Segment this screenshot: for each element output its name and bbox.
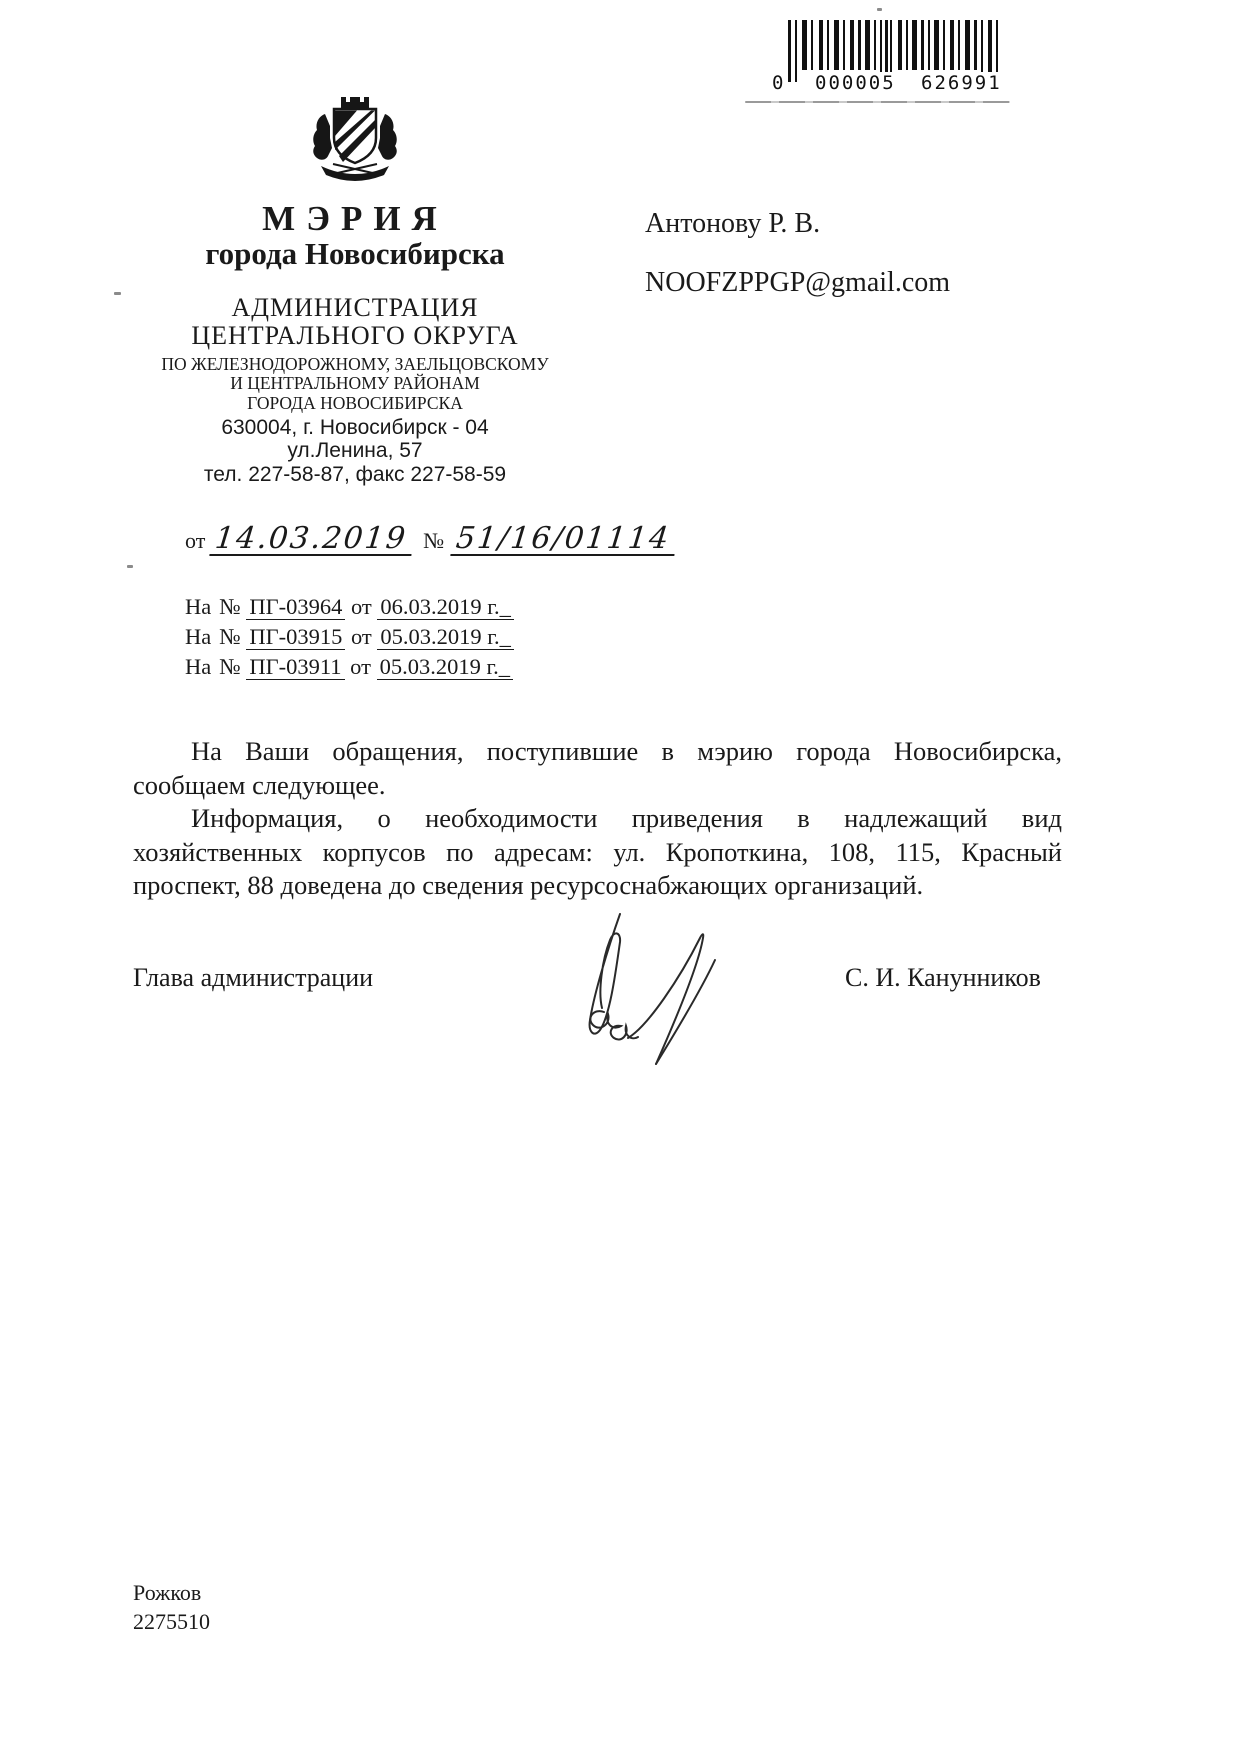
incoming-references	[185, 592, 514, 682]
reference-number: ПГ-03915	[246, 624, 345, 650]
handwritten-signature-icon	[552, 908, 752, 1068]
dept-line-2: ЦЕНТРАЛЬНОГО ОКРУГА	[191, 320, 519, 350]
executor-block	[133, 1578, 210, 1636]
novosibirsk-coat-of-arms-icon	[303, 96, 407, 188]
reference-row	[185, 652, 514, 682]
reference-date: 06.03.2019 г._	[377, 594, 513, 620]
districts-line-3: ГОРОДА НОВОСИБИРСКА	[247, 392, 463, 413]
reference-row	[185, 592, 514, 622]
ot-label: от	[350, 654, 371, 679]
districts-line-1: ПО ЖЕЛЕЗНОДОРОЖНОМУ, ЗАЕЛЬЦОВСКОМУ	[161, 353, 549, 374]
reference-date: 05.03.2019 г._	[377, 624, 513, 650]
barcode-digit-left: 0	[772, 72, 784, 94]
ot-label: от	[350, 624, 372, 649]
recipient-block	[645, 208, 950, 299]
reference-date: 05.03.2019 г._	[377, 654, 513, 680]
reference-number: ПГ-03911	[246, 654, 344, 680]
letterhead	[140, 96, 570, 486]
org-title-meria: МЭРИЯ	[262, 199, 448, 238]
body-paragraph-1: На Ваши обращения, поступившие в мэрию города Новосибирска, сообщаем следующее.	[133, 736, 1062, 800]
recipient-email: NOOFZPPGP@gmail.com	[645, 267, 951, 298]
handwritten-date: 14.03.2019	[210, 524, 415, 556]
districts-line-2: И ЦЕНТРАЛЬНОМУ РАЙОНАМ	[230, 373, 480, 394]
executor-name: Рожков	[133, 1580, 202, 1605]
barcode-digits-right: 626991	[918, 72, 1005, 94]
body-paragraph-2: Информация, о необходимости приведения в надлежащий вид хозяйственных корпусов по адресам: ул. Кропоткина, 108, 115, Красный проспект, 88 доведена до сведения ресурсоснабжающих организаций.	[133, 803, 1062, 900]
address-phone-fax: тел. 227-58-87, факс 227-58-59	[203, 462, 507, 486]
number-sign-label: №	[423, 528, 445, 553]
ot-label: от	[350, 594, 372, 619]
ot-label: от	[185, 528, 206, 553]
no-label: №	[219, 654, 241, 679]
reference-row	[185, 622, 514, 652]
reference-number: ПГ-03964	[246, 594, 345, 620]
address-street: ул.Ленина, 57	[287, 439, 423, 463]
scan-speck	[877, 8, 882, 11]
na-label: На	[185, 594, 212, 619]
na-label: На	[185, 654, 212, 679]
scan-speck	[127, 565, 133, 568]
outgoing-number-line	[185, 521, 673, 556]
barcode	[770, 20, 1015, 94]
handwritten-number: 51/16/01114	[450, 524, 677, 556]
signer-position: Глава администрации	[133, 963, 374, 992]
org-title-city: города Новосибирска	[205, 236, 505, 271]
barcode-digits	[770, 72, 1015, 94]
na-label: На	[185, 624, 212, 649]
no-label: №	[219, 624, 241, 649]
executor-phone: 2275510	[133, 1609, 210, 1634]
recipient-name: Антонову Р. В.	[645, 208, 821, 239]
address-postal: 630004, г. Новосибирск - 04	[221, 415, 489, 439]
letter-body	[133, 735, 1062, 903]
dept-line-1: АДМИНИСТРАЦИЯ	[231, 292, 479, 322]
scan-speck	[114, 292, 121, 295]
scan-artifact-line	[745, 101, 1010, 103]
no-label: №	[219, 594, 241, 619]
barcode-digits-mid: 000005	[812, 72, 899, 94]
signer-name: С. И. Канунников	[845, 963, 1041, 992]
